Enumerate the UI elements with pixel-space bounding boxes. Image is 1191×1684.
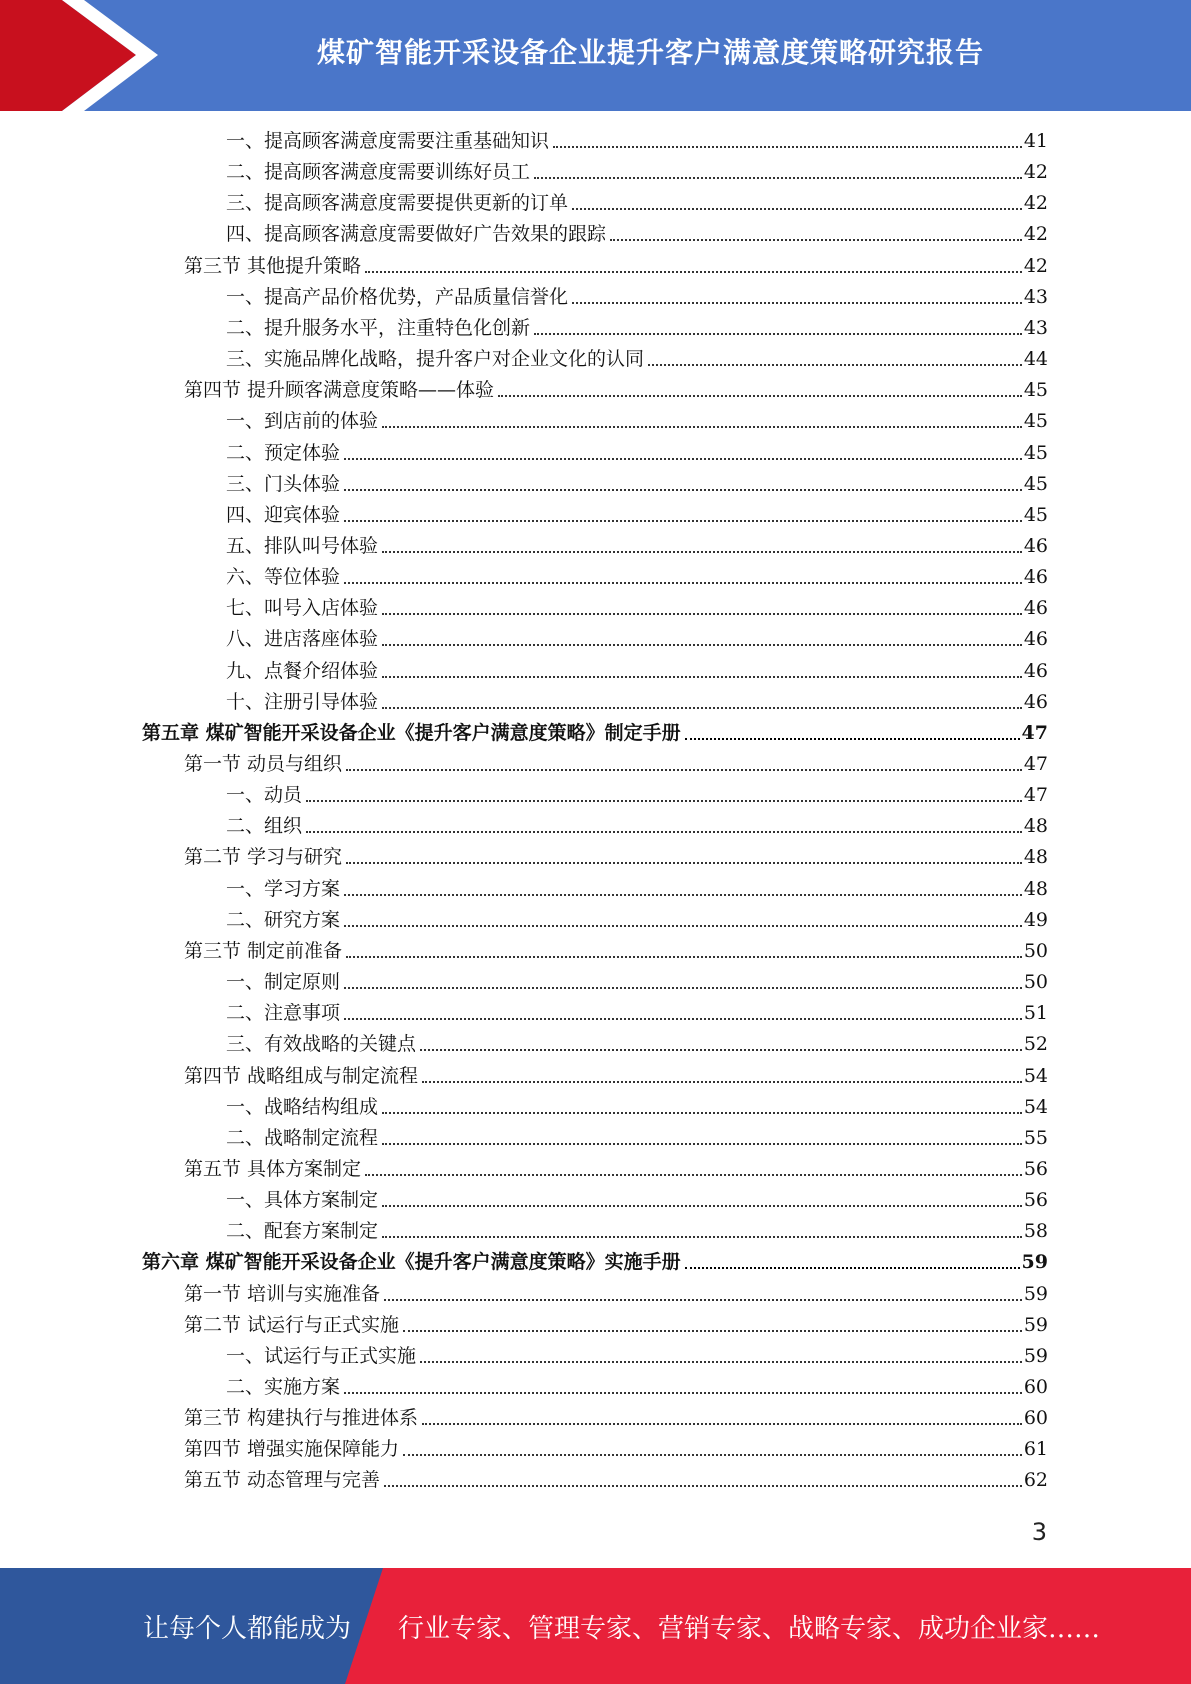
toc-entry-title: 第一节 培训与实施准备 <box>184 1282 381 1305</box>
toc-entry-title: 二、实施方案 <box>226 1376 341 1398</box>
toc-entry[interactable] <box>142 1247 1048 1278</box>
toc-entry-title: 六、等位体验 <box>226 566 341 589</box>
toc-entry[interactable] <box>226 967 1048 998</box>
page-footer <box>0 1568 1191 1684</box>
toc-entry-title: 四、提高顾客满意度需要做好广告效果的跟踪 <box>226 223 607 246</box>
toc-entry-title: 第五章 煤矿智能开采设备企业《提升客户满意度策略》制定手册 <box>142 721 681 744</box>
toc-entry[interactable] <box>226 1341 1048 1372</box>
toc-entry-title: 五、排队叫号体验 <box>226 534 379 557</box>
toc-entry[interactable] <box>226 344 1048 375</box>
toc-dot-leader <box>306 798 1022 802</box>
toc-entry-title: 第二节 学习与研究 <box>184 846 343 869</box>
toc-entry-title: 第一节 动员与组织 <box>184 753 343 775</box>
toc-entry-title: 第三节 制定前准备 <box>184 939 343 962</box>
toc-dot-leader <box>382 1110 1022 1114</box>
toc-entry-page: 46 <box>1023 628 1048 651</box>
toc-dot-leader <box>403 1452 1022 1456</box>
toc-dot-leader <box>344 456 1022 460</box>
toc-entry[interactable] <box>226 1216 1048 1247</box>
toc-dot-leader <box>420 1359 1022 1363</box>
toc-dot-leader <box>382 705 1022 709</box>
toc-entry-title: 二、提高顾客满意度需要训练好员工 <box>226 161 531 184</box>
toc-dot-leader <box>344 985 1022 989</box>
toc-entry[interactable] <box>226 998 1048 1029</box>
toc-entry[interactable] <box>142 718 1048 749</box>
toc-entry-page: 45 <box>1023 503 1048 526</box>
toc-entry-page: 42 <box>1023 192 1048 215</box>
toc-dot-leader <box>534 175 1022 179</box>
toc-entry-title: 二、预定体验 <box>226 441 341 464</box>
toc-entry-title: 一、学习方案 <box>226 877 341 900</box>
toc-entry-title: 一、到店前的体验 <box>226 410 379 433</box>
toc-entry[interactable] <box>226 1185 1048 1216</box>
toc-entry-page: 48 <box>1023 846 1048 869</box>
toc-entry-page: 55 <box>1023 1126 1048 1149</box>
toc-entry-page: 42 <box>1023 223 1048 246</box>
toc-entry-page: 45 <box>1023 410 1048 433</box>
toc-entry-page: 54 <box>1023 1064 1048 1087</box>
toc-entry[interactable] <box>184 1403 1048 1434</box>
toc-entry-title: 第三节 构建执行与推进体系 <box>184 1407 419 1430</box>
toc-dot-leader <box>344 487 1022 491</box>
toc-dot-leader <box>346 954 1022 958</box>
toc-entry[interactable] <box>226 874 1048 905</box>
toc-entry[interactable] <box>226 593 1048 624</box>
toc-entry[interactable] <box>226 624 1048 655</box>
toc-dot-leader <box>648 362 1022 366</box>
toc-dot-leader <box>382 611 1022 615</box>
toc-entry-page: 45 <box>1023 379 1048 402</box>
toc-entry-page: 59 <box>1021 1251 1048 1274</box>
toc-entry[interactable] <box>184 1465 1048 1496</box>
toc-entry-page: 56 <box>1023 1157 1048 1180</box>
toc-entry[interactable] <box>226 1372 1048 1403</box>
toc-entry[interactable] <box>226 780 1048 811</box>
toc-entry-title: 一、动员 <box>226 784 303 807</box>
toc-entry-title: 第三节 其他提升策略 <box>184 254 362 277</box>
toc-entry[interactable] <box>226 562 1048 593</box>
footer-slogan-right: 行业专家、管理专家、营销专家、战略专家、成功企业家…… <box>398 1613 1101 1644</box>
toc-entry[interactable] <box>184 1279 1048 1310</box>
toc-entry-title: 第五节 具体方案制定 <box>184 1157 362 1180</box>
toc-entry-page: 47 <box>1023 753 1048 775</box>
toc-entry-page: 52 <box>1023 1033 1048 1056</box>
toc-dot-leader <box>344 580 1022 584</box>
toc-entry-title: 一、提高产品价格优势，产品质量信誉化 <box>226 285 569 308</box>
toc-dot-leader <box>344 923 1022 927</box>
toc-dot-leader <box>344 892 1022 896</box>
toc-entry-title: 第四节 增强实施保障能力 <box>184 1438 400 1461</box>
toc-dot-leader <box>685 1265 1020 1269</box>
toc-entry[interactable] <box>226 905 1048 936</box>
toc-dot-leader <box>422 1079 1022 1083</box>
toc-dot-leader <box>382 549 1022 553</box>
toc-dot-leader <box>346 860 1022 864</box>
toc-dot-leader <box>382 1203 1022 1207</box>
toc-dot-leader <box>382 424 1022 428</box>
toc-entry-title: 第四节 战略组成与制定流程 <box>184 1064 419 1087</box>
toc-entry-page: 51 <box>1023 1002 1048 1025</box>
toc-entry[interactable] <box>184 1310 1048 1341</box>
toc-entry-title: 二、配套方案制定 <box>226 1220 379 1243</box>
toc-entry-page: 43 <box>1023 285 1048 308</box>
toc-dot-leader <box>572 206 1022 210</box>
toc-entry-title: 四、迎宾体验 <box>226 503 341 526</box>
toc-entry-title: 第四节 提升顾客满意度策略——体验 <box>184 379 495 402</box>
toc-dot-leader <box>384 1297 1022 1301</box>
toc-entry[interactable] <box>226 126 1048 157</box>
toc-entry-page: 50 <box>1023 971 1048 994</box>
toc-entry-page: 56 <box>1023 1189 1048 1212</box>
toc-entry-page: 62 <box>1023 1469 1048 1492</box>
toc-entry-title: 一、战略结构组成 <box>226 1095 379 1118</box>
toc-entry-title: 三、提高顾客满意度需要提供更新的订单 <box>226 192 569 215</box>
toc-dot-leader <box>610 237 1022 241</box>
toc-dot-leader <box>344 1390 1022 1394</box>
page-header <box>0 0 1191 111</box>
toc-entry-page: 42 <box>1023 161 1048 184</box>
toc-entry[interactable] <box>226 811 1048 842</box>
toc-entry[interactable] <box>226 282 1048 313</box>
toc-entry-page: 50 <box>1023 939 1048 962</box>
toc-entry[interactable] <box>184 1154 1048 1185</box>
toc-entry-page: 58 <box>1023 1220 1048 1243</box>
toc-entry[interactable] <box>226 1092 1048 1123</box>
toc-entry-page: 48 <box>1023 815 1048 838</box>
toc-entry-page: 41 <box>1023 130 1048 152</box>
toc-entry[interactable] <box>226 500 1048 531</box>
toc-entry[interactable] <box>184 936 1048 967</box>
toc-entry-page: 43 <box>1023 316 1048 339</box>
toc-entry[interactable] <box>226 219 1048 250</box>
toc-entry-title: 第五节 动态管理与完善 <box>184 1469 381 1492</box>
toc-entry-page: 59 <box>1023 1344 1048 1367</box>
toc-entry-page: 61 <box>1023 1438 1048 1461</box>
toc-entry-title: 一、制定原则 <box>226 971 341 994</box>
footer-slogan-left: 让每个人都能成为 <box>143 1613 352 1644</box>
toc-entry-page: 44 <box>1023 348 1048 371</box>
toc-entry-title: 三、有效战略的关键点 <box>226 1033 417 1056</box>
toc-entry[interactable] <box>184 251 1048 282</box>
toc-entry-title: 三、实施品牌化战略，提升客户对企业文化的认同 <box>226 348 645 371</box>
toc-entry-title: 二、提升服务水平，注重特色化创新 <box>226 316 531 339</box>
toc-entry-title: 第六章 煤矿智能开采设备企业《提升客户满意度策略》实施手册 <box>142 1251 681 1274</box>
toc-entry-page: 60 <box>1023 1376 1048 1398</box>
toc-entry-page: 59 <box>1023 1313 1048 1336</box>
toc-entry-title: 九、点餐介绍体验 <box>226 659 379 682</box>
toc-entry-page: 45 <box>1023 441 1048 464</box>
toc-dot-leader <box>382 1234 1022 1238</box>
toc-entry-page: 46 <box>1023 534 1048 557</box>
toc-entry[interactable] <box>226 313 1048 344</box>
toc-entry[interactable] <box>226 656 1048 687</box>
toc-entry-page: 59 <box>1023 1282 1048 1305</box>
toc-entry-page: 46 <box>1023 566 1048 589</box>
toc-dot-leader <box>306 829 1022 833</box>
toc-dot-leader <box>365 269 1022 273</box>
toc-entry[interactable] <box>184 375 1048 406</box>
toc-entry-page: 54 <box>1023 1095 1048 1118</box>
toc-entry-page: 47 <box>1021 721 1048 744</box>
toc-dot-leader <box>403 1328 1022 1332</box>
toc-entry-title: 一、具体方案制定 <box>226 1189 379 1212</box>
toc-entry[interactable] <box>226 1123 1048 1154</box>
toc-entry-title: 二、注意事项 <box>226 1002 341 1025</box>
toc-entry[interactable] <box>184 1061 1048 1092</box>
toc-entry-title: 二、研究方案 <box>226 908 341 931</box>
toc-entry[interactable] <box>184 1434 1048 1465</box>
toc-entry-title: 第二节 试运行与正式实施 <box>184 1313 400 1336</box>
toc-entry-title: 三、门头体验 <box>226 472 341 495</box>
toc-entry-page: 48 <box>1023 877 1048 900</box>
toc-dot-leader <box>382 642 1022 646</box>
toc-entry-page: 46 <box>1023 690 1048 713</box>
toc-entry-title: 七、叫号入店体验 <box>226 597 379 620</box>
toc-entry-title: 一、提高顾客满意度需要注重基础知识 <box>226 130 550 152</box>
toc-entry[interactable] <box>226 1029 1048 1060</box>
toc-entry-title: 一、试运行与正式实施 <box>226 1344 417 1367</box>
toc-entry-page: 46 <box>1023 659 1048 682</box>
toc-entry-page: 45 <box>1023 472 1048 495</box>
toc-dot-leader <box>382 1141 1022 1145</box>
toc-entry[interactable] <box>184 749 1048 780</box>
toc-entry-page: 47 <box>1023 784 1048 807</box>
toc-dot-leader <box>572 300 1022 304</box>
toc-dot-leader <box>498 393 1022 397</box>
toc-entry-title: 二、战略制定流程 <box>226 1126 379 1149</box>
toc-dot-leader <box>382 674 1022 678</box>
toc-entry[interactable] <box>226 406 1048 437</box>
toc-entry-title: 十、注册引导体验 <box>226 690 379 713</box>
toc-entry[interactable] <box>226 687 1048 718</box>
toc-dot-leader <box>553 144 1022 148</box>
toc-entry[interactable] <box>226 157 1048 188</box>
toc-dot-leader <box>534 331 1022 335</box>
toc-dot-leader <box>344 1016 1022 1020</box>
toc-dot-leader <box>685 736 1020 740</box>
toc-entry-page: 60 <box>1023 1407 1048 1430</box>
toc-dot-leader <box>365 1172 1022 1176</box>
toc-entry[interactable] <box>226 438 1048 469</box>
toc-entry-title: 二、组织 <box>226 815 303 838</box>
toc-entry-title: 八、进店落座体验 <box>226 628 379 651</box>
toc-dot-leader <box>344 518 1022 522</box>
toc-entry[interactable] <box>226 531 1048 562</box>
toc-dot-leader <box>422 1421 1022 1425</box>
toc-entry[interactable] <box>184 842 1048 873</box>
toc-dot-leader <box>420 1047 1022 1051</box>
toc-entry[interactable] <box>226 469 1048 500</box>
toc-entry[interactable] <box>226 188 1048 219</box>
toc-dot-leader <box>384 1483 1022 1487</box>
page-number: 3 <box>1031 1518 1047 1546</box>
toc-entry-page: 42 <box>1023 254 1048 277</box>
toc-entry-page: 46 <box>1023 597 1048 620</box>
document-title: 煤矿智能开采设备企业提升客户满意度策略研究报告 <box>316 35 984 69</box>
toc-dot-leader <box>346 767 1022 771</box>
toc-entry-page: 49 <box>1023 908 1048 931</box>
